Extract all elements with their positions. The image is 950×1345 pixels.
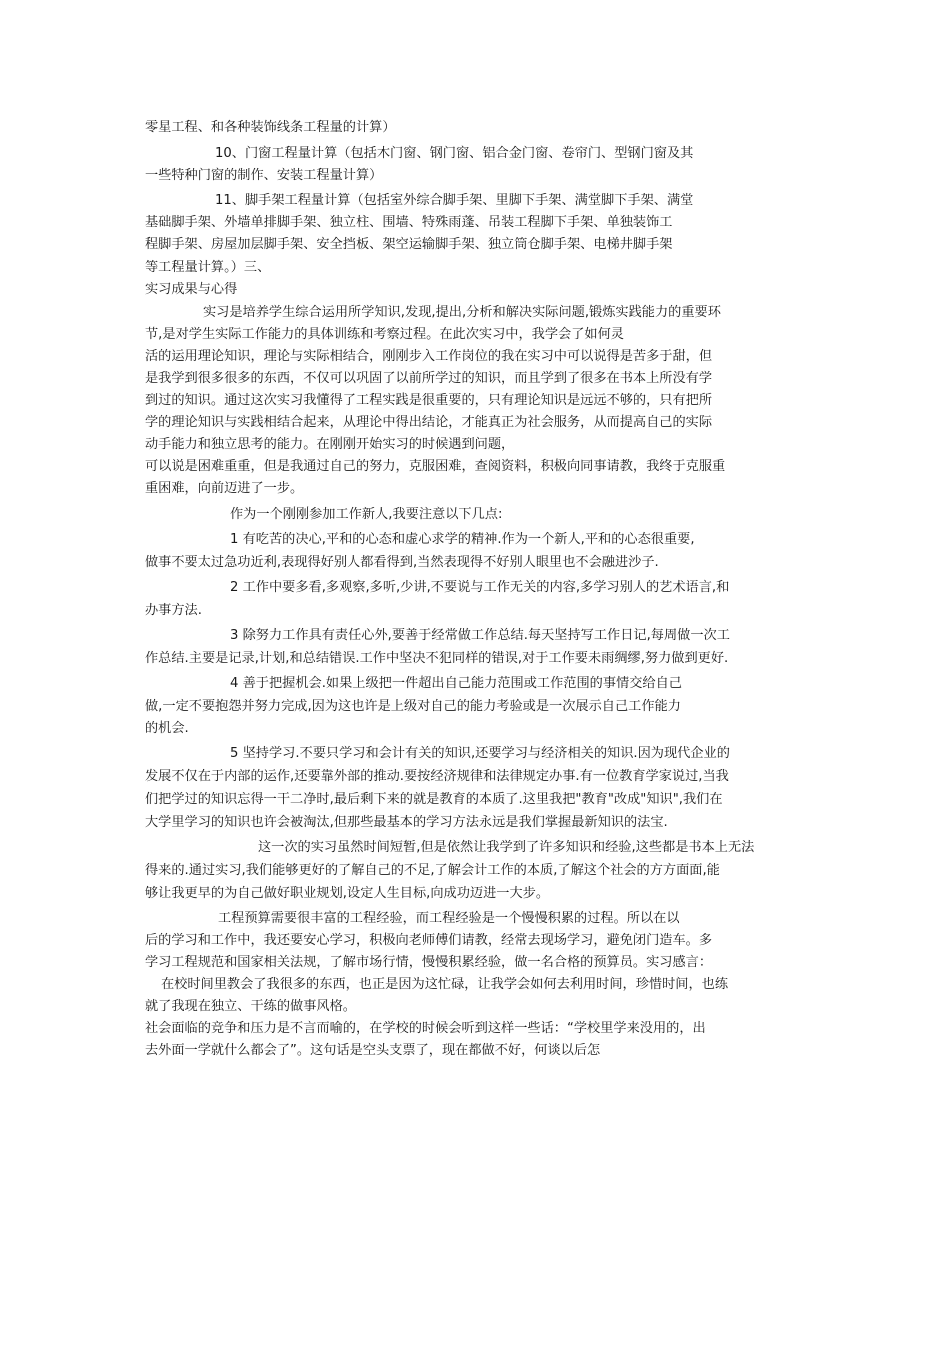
text-line: 程脚手架、房屋加层脚手架、安全挡板、架空运输脚手架、独立筒仓脚手架、电梯井脚手架	[145, 237, 673, 252]
text-line: 社会面临的竞争和压力是不言而喻的，在学校的时候会听到这样一些话：“学校里学来没用的，出	[145, 1021, 706, 1036]
text-line: 这一次的实习虽然时间短暂,但是依然让我学到了许多知识和经验,这些都是书本上无法	[258, 840, 755, 855]
list-item: 5 坚持学习.不要只学习和会计有关的知识,还要学习与经济相关的知识.因为现代企业的	[230, 746, 730, 761]
text-line: 可以说是困难重重，但是我通过自己的努力，克服困难，查阅资料，积极向同事请教，我终于克服重	[145, 459, 726, 474]
text-line: 动手能力和独立思考的能力。在刚刚开始实习的时候遇到问题，	[145, 437, 515, 452]
text-line: 是我学到很多很多的东西，不仅可以巩固了以前所学过的知识，而且学到了很多在书本上所没有学	[145, 371, 713, 386]
text-line: 去外面一学就什么都会了”。这句话是空头支票了，现在都做不好，何谈以后怎	[145, 1043, 601, 1058]
list-item: 2 工作中要多看,多观察,多听,少讲,不要说与工作无关的内容,多学习别人的艺术语言,和	[230, 580, 730, 595]
text-line: 等工程量计算。）三、	[145, 260, 271, 275]
text-line: 够让我更早的为自己做好职业规划,设定人生目标,向成功迈进一大步。	[145, 886, 550, 901]
text-line: 节,是对学生实际工作能力的具体训练和考察过程。在此次实习中，我学会了如何灵	[145, 327, 624, 342]
text-line: 实习是培养学生综合运用所学知识,发现,提出,分析和解决实际问题,锻炼实践能力的重要环	[203, 305, 721, 320]
list-item: 4 善于把握机会.如果上级把一件超出自己能力范围或工作范围的事情交给自己	[230, 676, 682, 691]
text-line: 重困难，向前迈进了一步。	[145, 481, 304, 496]
text-line: 学习工程规范和国家相关法规，了解市场行情，慢慢积累经验，做一名合格的预算员。实习感言：	[145, 955, 713, 970]
text-line: 在校时间里教会了我很多的东西，也正是因为这忙碌，让我学会如何去利用时间，珍惜时间，也练	[161, 977, 729, 992]
section-heading: 实习成果与心得	[145, 282, 238, 297]
text-line: 的机会.	[145, 721, 189, 736]
text-line: 作为一个刚刚参加工作新人,我要注意以下几点:	[230, 507, 503, 522]
list-item: 1 有吃苦的决心,平和的心态和虚心求学的精神.作为一个新人,平和的心态很重要,	[230, 532, 695, 547]
list-item: 3 除努力工作具有责任心外,要善于经常做工作总结.每天坚持写工作日记,每周做一次工	[230, 628, 730, 643]
text-line: 发展不仅在于内部的运作,还要靠外部的推动.要按经济规律和法律规定办事.有一位教育学家说过,当我	[145, 769, 729, 784]
text-line: 就了我现在独立、干练的做事风格。	[145, 999, 356, 1014]
text-line: 得来的.通过实习,我们能够更好的了解自己的不足,了解会计工作的本质,了解这个社会的方方面面,能	[145, 863, 720, 878]
text-line: 工程预算需要很丰富的工程经验，而工程经验是一个慢慢积累的过程。所以在以	[218, 911, 680, 926]
text-line: 一些特种门窗的制作、安装工程量计算）	[145, 168, 383, 183]
text-line: 11、脚手架工程量计算（包括室外综合脚手架、里脚下手架、满堂脚下手架、满堂	[215, 193, 694, 208]
text-line: 活的运用理论知识，理论与实际相结合，刚刚步入工作岗位的我在实习中可以说得是苦多于甜，但	[145, 349, 713, 364]
text-line: 办事方法.	[145, 603, 202, 618]
text-line: 10、门窗工程量计算（包括木门窗、钢门窗、铝合金门窗、卷帘门、型钢门窗及其	[215, 146, 694, 161]
text-line: 做事不要太过急功近利,表现得好别人都看得到,当然表现得不好别人眼里也不会融进沙子.	[145, 555, 659, 570]
text-line: 基础脚手架、外墙单排脚手架、独立柱、围墙、特殊雨蓬、吊装工程脚下手架、单独装饰工	[145, 215, 673, 230]
text-line: 作总结.主要是记录,计划,和总结错误.工作中坚决不犯同样的错误,对于工作要未雨绸缪,努力做到更好.	[145, 651, 729, 666]
text-line: 学的理论知识与实践相结合起来，从理论中得出结论，才能真正为社会服务，从而提高自己的实际	[145, 415, 713, 430]
text-line: 们把学过的知识忘得一干二净时,最后剩下来的就是教育的本质了.这里我把"教育"改成"知识",我们在	[145, 792, 723, 807]
text-line: 零星工程、和各种装饰线条工程量的计算）	[145, 120, 396, 135]
text-line: 到过的知识。通过这次实习我懂得了工程实践是很重要的，只有理论知识是远远不够的，只有把所	[145, 393, 713, 408]
text-line: 后的学习和工作中，我还要安心学习，积极向老师傅们请教，经常去现场学习，避免闭门造车。多	[145, 933, 713, 948]
text-line: 大学里学习的知识也许会被淘汰,但那些最基本的学习方法永远是我们掌握最新知识的法宝.	[145, 815, 668, 830]
text-line: 做,一定不要抱怨并努力完成,因为这也许是上级对自己的能力考验或是一次展示自己工作能力	[145, 699, 681, 714]
